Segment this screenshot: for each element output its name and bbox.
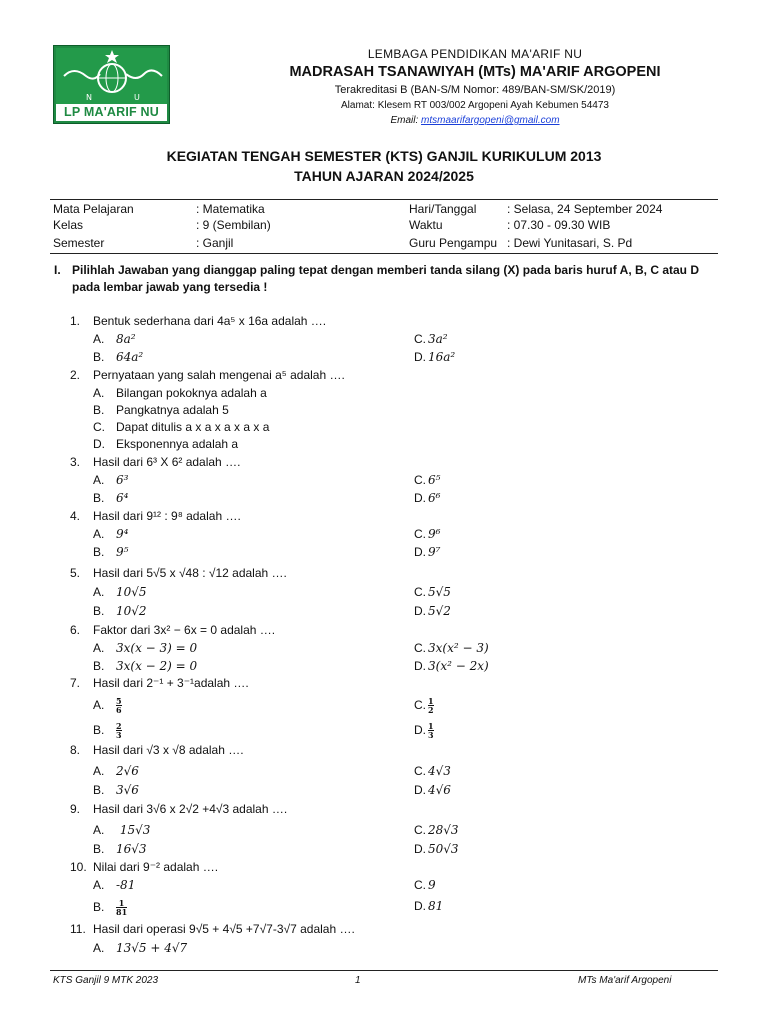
option-b[interactable] [93, 842, 147, 856]
option-letter: C. [414, 473, 426, 487]
question-text: Hasil dari operasi 9√5 + 4√5 +7√7-3√7 adalah …. [93, 922, 355, 936]
fraction [428, 722, 434, 739]
option-letter: C. [414, 641, 426, 655]
option-letter: D. [414, 491, 426, 505]
fraction [116, 697, 122, 714]
option-text: 3x(x − 3) = 0 [116, 641, 198, 655]
option-c[interactable] [414, 764, 451, 778]
question-2 [70, 368, 345, 382]
option-text: 28√3 [428, 823, 459, 837]
option-c[interactable] [414, 585, 451, 599]
accreditation: Terakreditasi B (BAN-S/M Nomor: 489/BAN-SM/SK/2019) [334, 84, 616, 96]
option-letter: B. [93, 604, 105, 618]
question-11 [70, 922, 355, 936]
footer-right: MTs Ma'arif Argopeni [578, 975, 672, 986]
question-text: Pernyataan yang salah mengenai a⁵ adalah …. [93, 368, 345, 382]
info-value: : Ganjil [196, 236, 234, 250]
option-text: 3x(x² − 3) [428, 641, 489, 655]
option-c[interactable] [414, 473, 440, 487]
divider-bottom [50, 253, 718, 254]
option-a[interactable] [93, 941, 187, 955]
option-d[interactable] [414, 899, 443, 913]
option-text: 4√3 [428, 764, 451, 778]
option-text: 5√2 [428, 604, 451, 618]
option-text: -81 [116, 878, 136, 892]
fraction [116, 722, 122, 739]
option-b[interactable] [93, 659, 197, 673]
option-a[interactable] [93, 527, 128, 541]
option-letter: B. [93, 722, 105, 737]
option-d[interactable] [93, 437, 238, 451]
option-text: 3a² [428, 332, 448, 346]
option-d[interactable] [414, 722, 434, 739]
option-d[interactable] [414, 842, 459, 856]
option-letter: C. [414, 764, 426, 778]
option-text: 3√6 [116, 783, 139, 797]
option-text: 9⁴ [116, 527, 129, 541]
question-number: 11. [70, 922, 86, 936]
footer-divider [50, 970, 718, 971]
question-5 [70, 566, 287, 580]
option-letter: C. [414, 878, 426, 892]
question-1 [70, 314, 326, 328]
option-text: Eksponennya adalah a [116, 437, 239, 451]
question-text: Bentuk sederhana dari 4a⁵ x 16a adalah …. [93, 314, 327, 328]
question-text: Hasil dari 3√6 x 2√2 +4√3 adalah …. [93, 802, 288, 816]
info-value: : Matematika [196, 202, 265, 216]
section-number: I. [54, 263, 61, 277]
info-label: Kelas [53, 218, 84, 232]
info-value: : Dewi Yunitasari, S. Pd [507, 236, 633, 250]
page-number: 1 [355, 975, 361, 986]
option-letter: A. [93, 823, 105, 837]
option-letter: A. [93, 386, 105, 400]
question-4 [70, 509, 241, 523]
fraction-numerator: 2 [116, 721, 122, 731]
option-a[interactable] [93, 878, 135, 892]
option-letter: A. [93, 585, 105, 599]
option-letter: B. [93, 783, 105, 797]
info-value: : 07.30 - 09.30 WIB [507, 218, 611, 232]
option-letter: D. [414, 604, 426, 618]
address: Alamat: Klesem RT 003/002 Argopeni Ayah Kebumen 54473 [341, 100, 609, 111]
email-line [180, 115, 768, 126]
question-text: Hasil dari 9¹² : 9⁸ adalah …. [93, 509, 241, 523]
question-text: Hasil dari 5√5 x √48 : √12 adalah …. [93, 566, 287, 580]
svg-text:U: U [134, 93, 140, 102]
info-label: Semester [53, 236, 105, 250]
option-letter: D. [93, 437, 105, 451]
option-letter: B. [93, 545, 105, 559]
option-text: 81 [428, 899, 444, 913]
option-a[interactable] [93, 585, 147, 599]
option-b[interactable] [93, 403, 229, 417]
option-text: 6⁶ [428, 491, 441, 505]
option-letter: D. [414, 722, 426, 737]
option-text: 6⁵ [428, 473, 441, 487]
option-letter: C. [414, 527, 426, 541]
info-label: Guru Pengampu [409, 236, 498, 250]
question-number: 9. [70, 802, 81, 816]
nu-emblem [56, 48, 167, 104]
question-9 [70, 802, 287, 816]
info-label: Hari/Tanggal [409, 202, 477, 216]
option-text: 9 [428, 878, 436, 892]
option-letter: B. [93, 659, 105, 673]
option-letter: B. [93, 491, 105, 505]
option-letter: A. [93, 878, 105, 892]
option-letter: D. [414, 350, 426, 364]
question-text: Faktor dari 3x² − 6x = 0 adalah …. [93, 623, 276, 637]
option-text: 5√5 [428, 585, 451, 599]
option-b[interactable] [93, 899, 127, 916]
email-label: Email: [390, 115, 419, 126]
question-text: Hasil dari 6³ X 6² adalah …. [93, 455, 241, 469]
option-letter: B. [93, 842, 105, 856]
option-letter: A. [93, 697, 105, 712]
option-letter: C. [414, 697, 426, 712]
option-a[interactable] [93, 823, 150, 837]
fraction-numerator: 1 [118, 898, 125, 908]
question-8 [70, 743, 244, 757]
question-number: 3. [70, 455, 81, 469]
option-c[interactable] [414, 697, 434, 714]
option-a[interactable] [93, 641, 197, 655]
option-b[interactable] [93, 545, 128, 559]
option-letter: D. [414, 659, 426, 673]
fraction-denominator: 2 [428, 705, 434, 715]
question-text: Hasil dari √3 x √8 adalah …. [93, 743, 244, 757]
fraction [116, 899, 127, 916]
divider-top [50, 199, 718, 200]
question-number: 4. [70, 509, 81, 523]
footer-left: KTS Ganjil 9 MTK 2023 [53, 975, 159, 986]
option-text: Bilangan pokoknya adalah a [116, 386, 267, 400]
exam-title: KEGIATAN TENGAH SEMESTER (KTS) GANJIL KURIKULUM 2013 [166, 148, 602, 164]
option-text: 13√5 + 4√7 [116, 941, 188, 955]
option-d[interactable] [414, 659, 489, 673]
option-letter: A. [93, 527, 105, 541]
fraction-numerator: 1 [428, 721, 434, 731]
question-10 [70, 860, 218, 874]
question-6 [70, 623, 275, 637]
fraction-denominator: 81 [116, 907, 128, 917]
svg-text:N: N [86, 93, 92, 102]
fraction-numerator: 1 [428, 696, 434, 706]
option-text: 2√6 [116, 764, 139, 778]
info-value: : Selasa, 24 September 2024 [507, 202, 663, 216]
option-letter: C. [414, 332, 426, 346]
option-text: 6⁴ [116, 491, 129, 505]
fraction-numerator: 5 [116, 696, 122, 706]
exam-year: TAHUN AJARAN 2024/2025 [294, 168, 474, 184]
option-text: Pangkatnya adalah 5 [116, 403, 229, 417]
option-letter: D. [414, 899, 426, 913]
fraction-denominator: 3 [428, 730, 434, 740]
option-text: 15√3 [116, 823, 151, 837]
option-c[interactable] [414, 527, 440, 541]
option-d[interactable] [414, 545, 440, 559]
option-letter: D. [414, 783, 426, 797]
globe-emblem-icon [56, 48, 169, 104]
option-text: Dapat ditulis a x a x a x a x a [116, 420, 270, 434]
option-b[interactable] [93, 722, 122, 739]
option-c[interactable] [414, 823, 459, 837]
option-b[interactable] [93, 350, 143, 364]
option-letter: C. [414, 823, 426, 837]
option-text: 9⁷ [428, 545, 441, 559]
question-text: Hasil dari 2⁻¹ + 3⁻¹adalah …. [93, 676, 249, 690]
option-b[interactable] [93, 604, 147, 618]
info-label: Waktu [409, 218, 443, 232]
info-value: : 9 (Sembilan) [196, 218, 271, 232]
option-a[interactable] [93, 473, 128, 487]
option-letter: D. [414, 545, 426, 559]
option-text: 9⁶ [428, 527, 441, 541]
option-d[interactable] [414, 783, 451, 797]
fraction [428, 697, 434, 714]
option-letter: A. [93, 473, 105, 487]
option-a[interactable] [93, 764, 139, 778]
lp-maarif-nu-logo [53, 45, 170, 124]
option-text: 3(x² − 2x) [428, 659, 489, 673]
option-text: 4√6 [428, 783, 451, 797]
option-a[interactable] [93, 697, 122, 714]
fraction-denominator: 6 [116, 705, 122, 715]
option-a[interactable] [93, 332, 136, 346]
option-d[interactable] [414, 604, 451, 618]
option-letter: B. [93, 899, 105, 914]
option-text: 16√3 [116, 842, 147, 856]
option-letter: B. [93, 403, 105, 417]
institution-name: LEMBAGA PENDIDIKAN MA'ARIF NU [367, 47, 583, 61]
info-label: Mata Pelajaran [53, 202, 134, 216]
option-text: 64a² [116, 350, 144, 364]
option-letter: A. [93, 641, 105, 655]
instruction-text: Pilihlah Jawaban yang dianggap paling tepat dengan memberi tanda silang (X) pada baris huruf A, B, C atau D pada lembar jawab yang tersedia ! [72, 263, 699, 294]
option-text: 3x(x − 2) = 0 [116, 659, 198, 673]
option-letter: A. [93, 764, 105, 778]
option-letter: D. [414, 842, 426, 856]
option-letter: A. [93, 941, 105, 955]
option-c[interactable] [93, 420, 269, 434]
fraction-denominator: 3 [116, 730, 122, 740]
email-link[interactable]: mtsmaarifargopeni@gmail.com [421, 115, 560, 126]
question-3 [70, 455, 240, 469]
option-b[interactable] [93, 783, 139, 797]
option-text: 16a² [428, 350, 456, 364]
option-d[interactable] [414, 491, 440, 505]
option-c[interactable] [414, 878, 436, 892]
question-number: 7. [70, 676, 81, 690]
option-letter: C. [414, 585, 426, 599]
option-text: 50√3 [428, 842, 459, 856]
option-c[interactable] [414, 641, 489, 655]
option-text: 8a² [116, 332, 136, 346]
option-letter: B. [93, 350, 105, 364]
logo-label: LP MA'ARIF NU [56, 104, 167, 121]
question-number: 8. [70, 743, 81, 757]
question-number: 2. [70, 368, 81, 382]
school-name: MADRASAH TSANAWIYAH (MTs) MA'ARIF ARGOPENI [289, 64, 661, 80]
option-letter: A. [93, 332, 105, 346]
question-7 [70, 676, 249, 690]
question-number: 1. [70, 314, 81, 328]
option-b[interactable] [93, 491, 128, 505]
option-text: 6³ [116, 473, 129, 487]
option-d[interactable] [414, 350, 455, 364]
option-letter: C. [93, 420, 105, 434]
question-number: 10. [70, 860, 87, 874]
question-number: 6. [70, 623, 81, 637]
option-text: 10√5 [116, 585, 147, 599]
question-number: 5. [70, 566, 81, 580]
option-c[interactable] [414, 332, 448, 346]
option-a[interactable] [93, 386, 267, 400]
option-text: 9⁵ [116, 545, 129, 559]
question-text: Nilai dari 9⁻² adalah …. [93, 860, 219, 874]
option-text: 10√2 [116, 604, 147, 618]
